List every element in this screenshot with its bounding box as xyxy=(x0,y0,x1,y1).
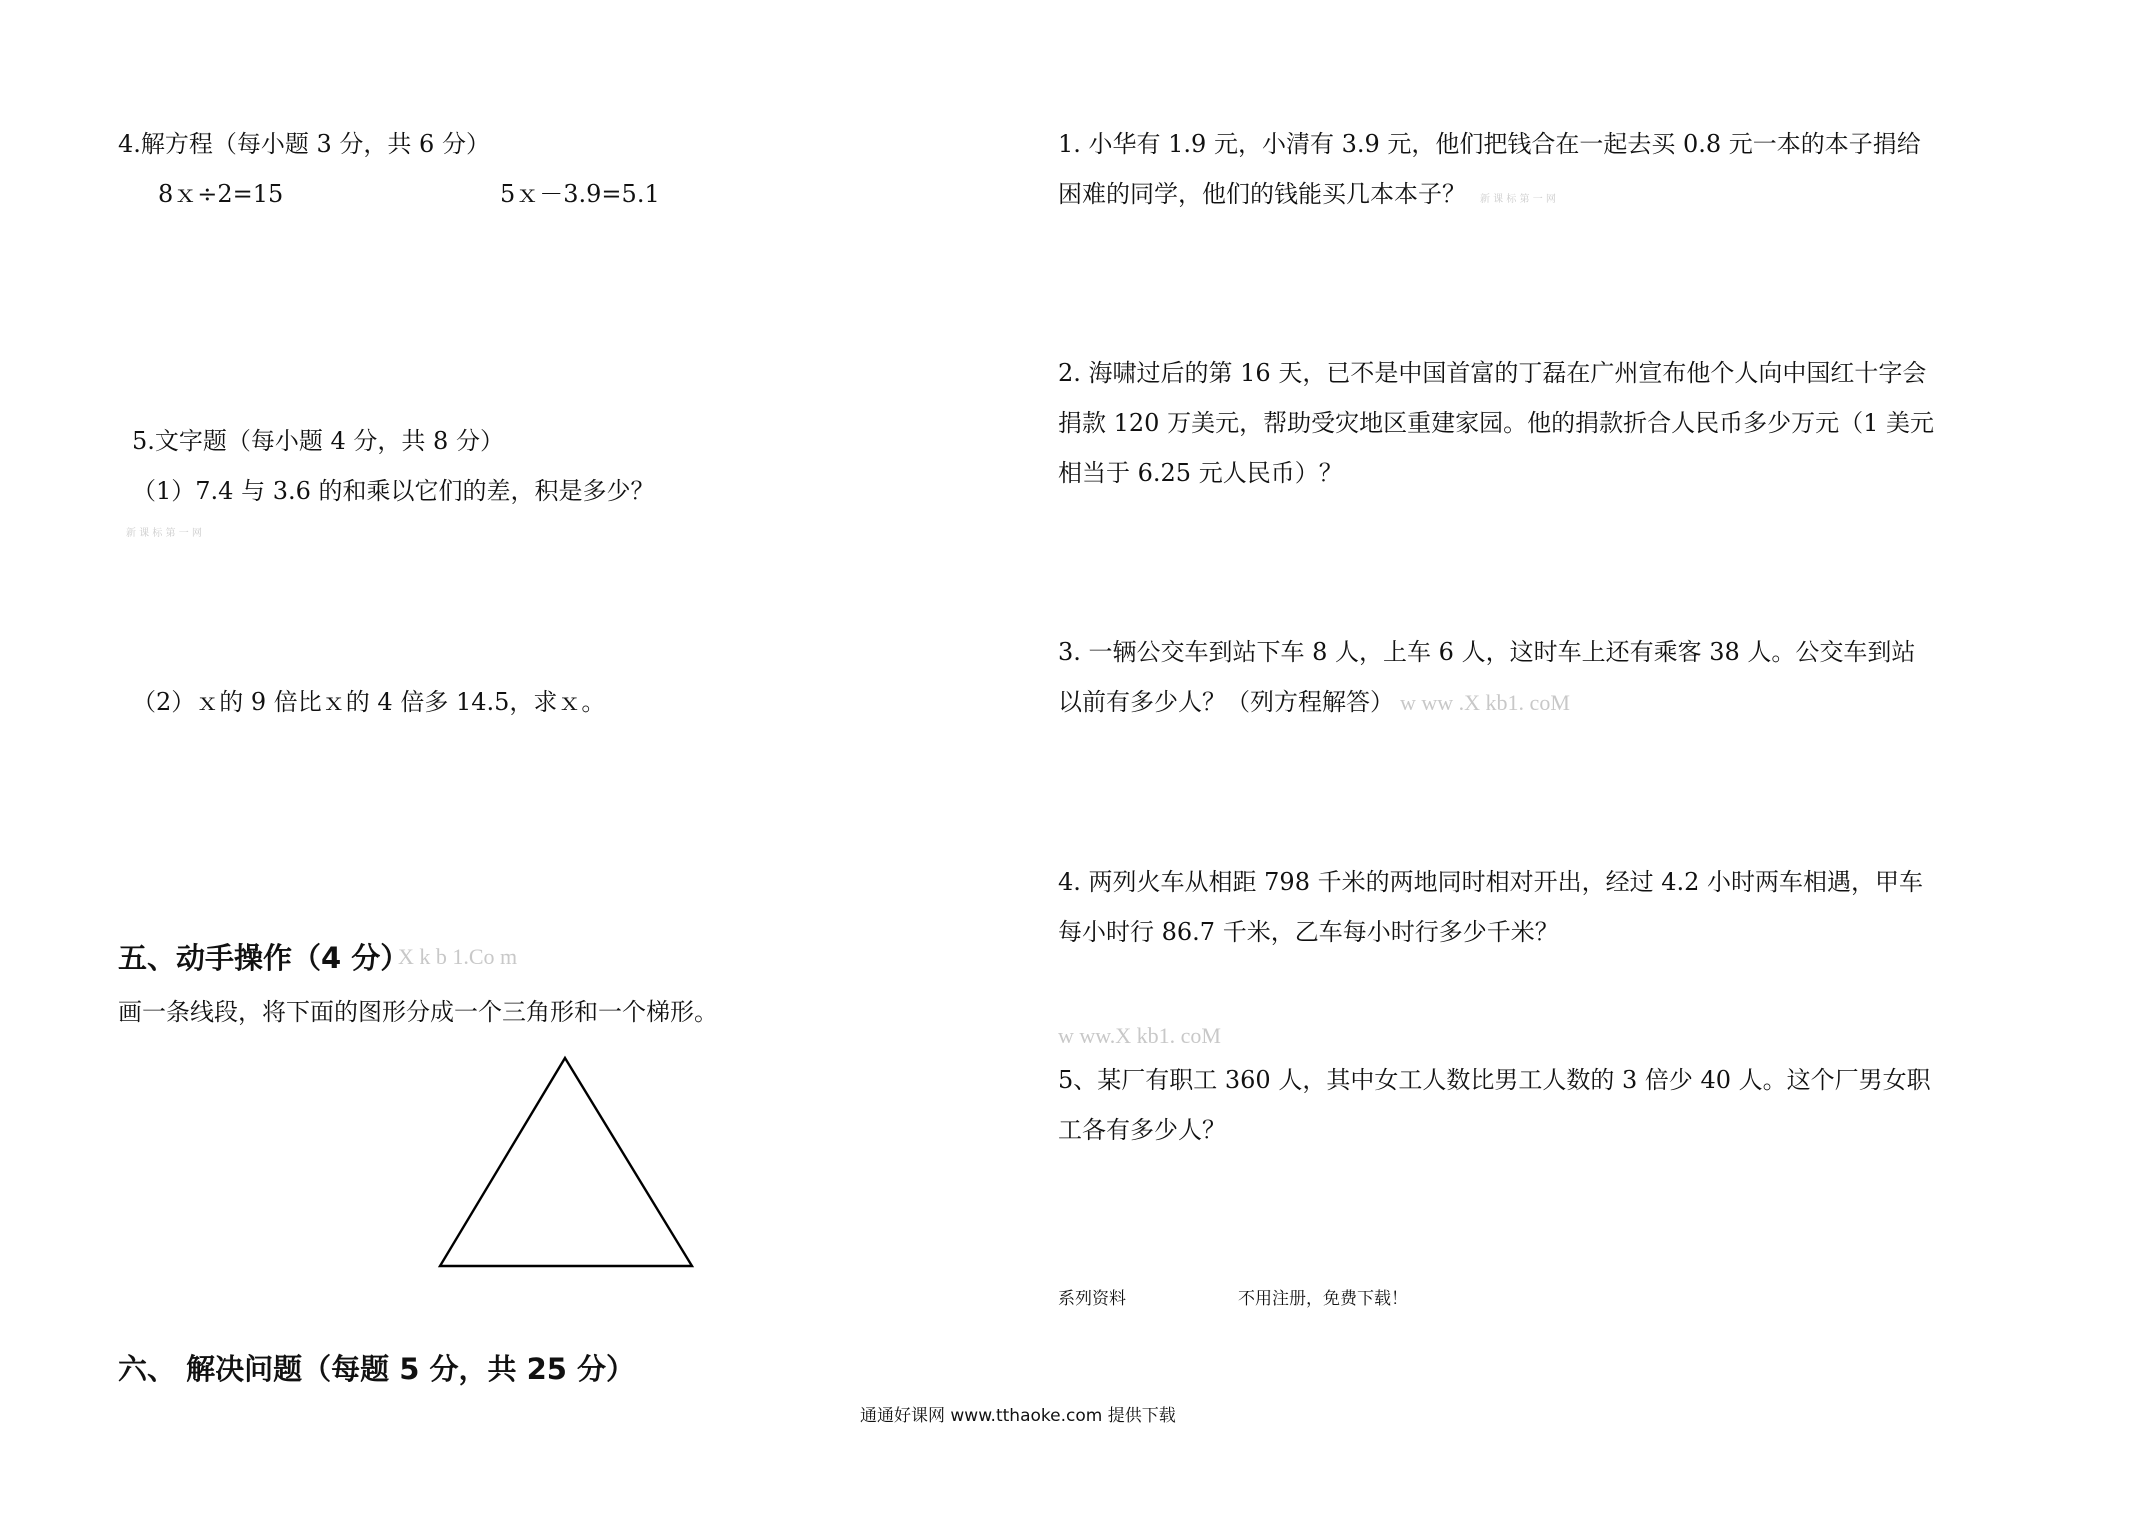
section-5-title: 五、动手操作（4 分） xyxy=(118,941,410,975)
q4-title: 4.解方程（每小题 3 分，共 6 分） xyxy=(118,130,490,158)
page-footer: 通通好课网 www.tthaoke.com 提供下载 xyxy=(860,1406,1176,1426)
problem-1 xyxy=(1058,119,1938,225)
watermark-right: 新 课 标 第 一 网 xyxy=(1480,194,1556,205)
problem-3-text: 3. 一辆公交车到站下车 8 人，上车 6 人，这时车上还有乘客 38 人。公交车到站以前有多少人？（列方程解答） xyxy=(1058,638,1916,716)
watermark-problem-3: w ww .X kb1. coM xyxy=(1400,690,1570,715)
q5-item-2: （2）ｘ的 9 倍比ｘ的 4 倍多 14.5，求ｘ。 xyxy=(132,688,606,716)
watermark-problem-4: w ww.X kb1. coM xyxy=(1058,1023,1221,1048)
problem-2: 2. 海啸过后的第 16 天，已不是中国首富的丁磊在广州宣布他个人向中国红十字会捐款 120 万美元，帮助受灾地区重建家园。他的捐款折合人民币多少万元（1 美元相当于 6.25 元人民币）？ xyxy=(1058,359,1934,487)
problem-3 xyxy=(1058,627,1938,728)
section-6-title: 六、 解决问题（每题 5 分，共 25 分） xyxy=(118,1352,636,1386)
q5-title: 5.文字题（每小题 4 分，共 8 分） xyxy=(132,427,504,455)
triangle-shape xyxy=(440,1058,692,1266)
free-download-label: 不用注册，免费下载！ xyxy=(1238,1289,1408,1309)
section-5-description: 画一条线段，将下面的图形分成一个三角形和一个梯形。 xyxy=(118,998,718,1026)
problem-4: 4. 两列火车从相距 798 千米的两地同时相对开出，经过 4.2 小时两车相遇，甲车每小时行 86.7 千米，乙车每小时行多少千米？ xyxy=(1058,868,1924,946)
triangle-figure xyxy=(430,1050,700,1275)
q4-equation-2: 5ｘ－3.9=5.1 xyxy=(500,180,660,208)
problem-1-text: 1. 小华有 1.9 元，小清有 3.9 元，他们把钱合在一起去买 0.8 元一本的本子捐给困难的同学，他们的钱能买几本本子？ xyxy=(1058,130,1921,208)
q4-equation-1: 8ｘ÷2=15 xyxy=(158,180,284,208)
watermark-section-5: X k b 1.Co m xyxy=(398,944,518,969)
problem-5: 5、某厂有职工 360 人，其中女工人数比男工人数的 3 倍少 40 人。这个厂男女职工各有多少人？ xyxy=(1058,1066,1931,1144)
series-label: 系列资料 xyxy=(1058,1289,1126,1309)
watermark-left: 新 课 标 第 一 网 xyxy=(126,528,202,539)
q5-item-1: （1）7.4 与 3.6 的和乘以它们的差，积是多少？ xyxy=(132,477,655,505)
